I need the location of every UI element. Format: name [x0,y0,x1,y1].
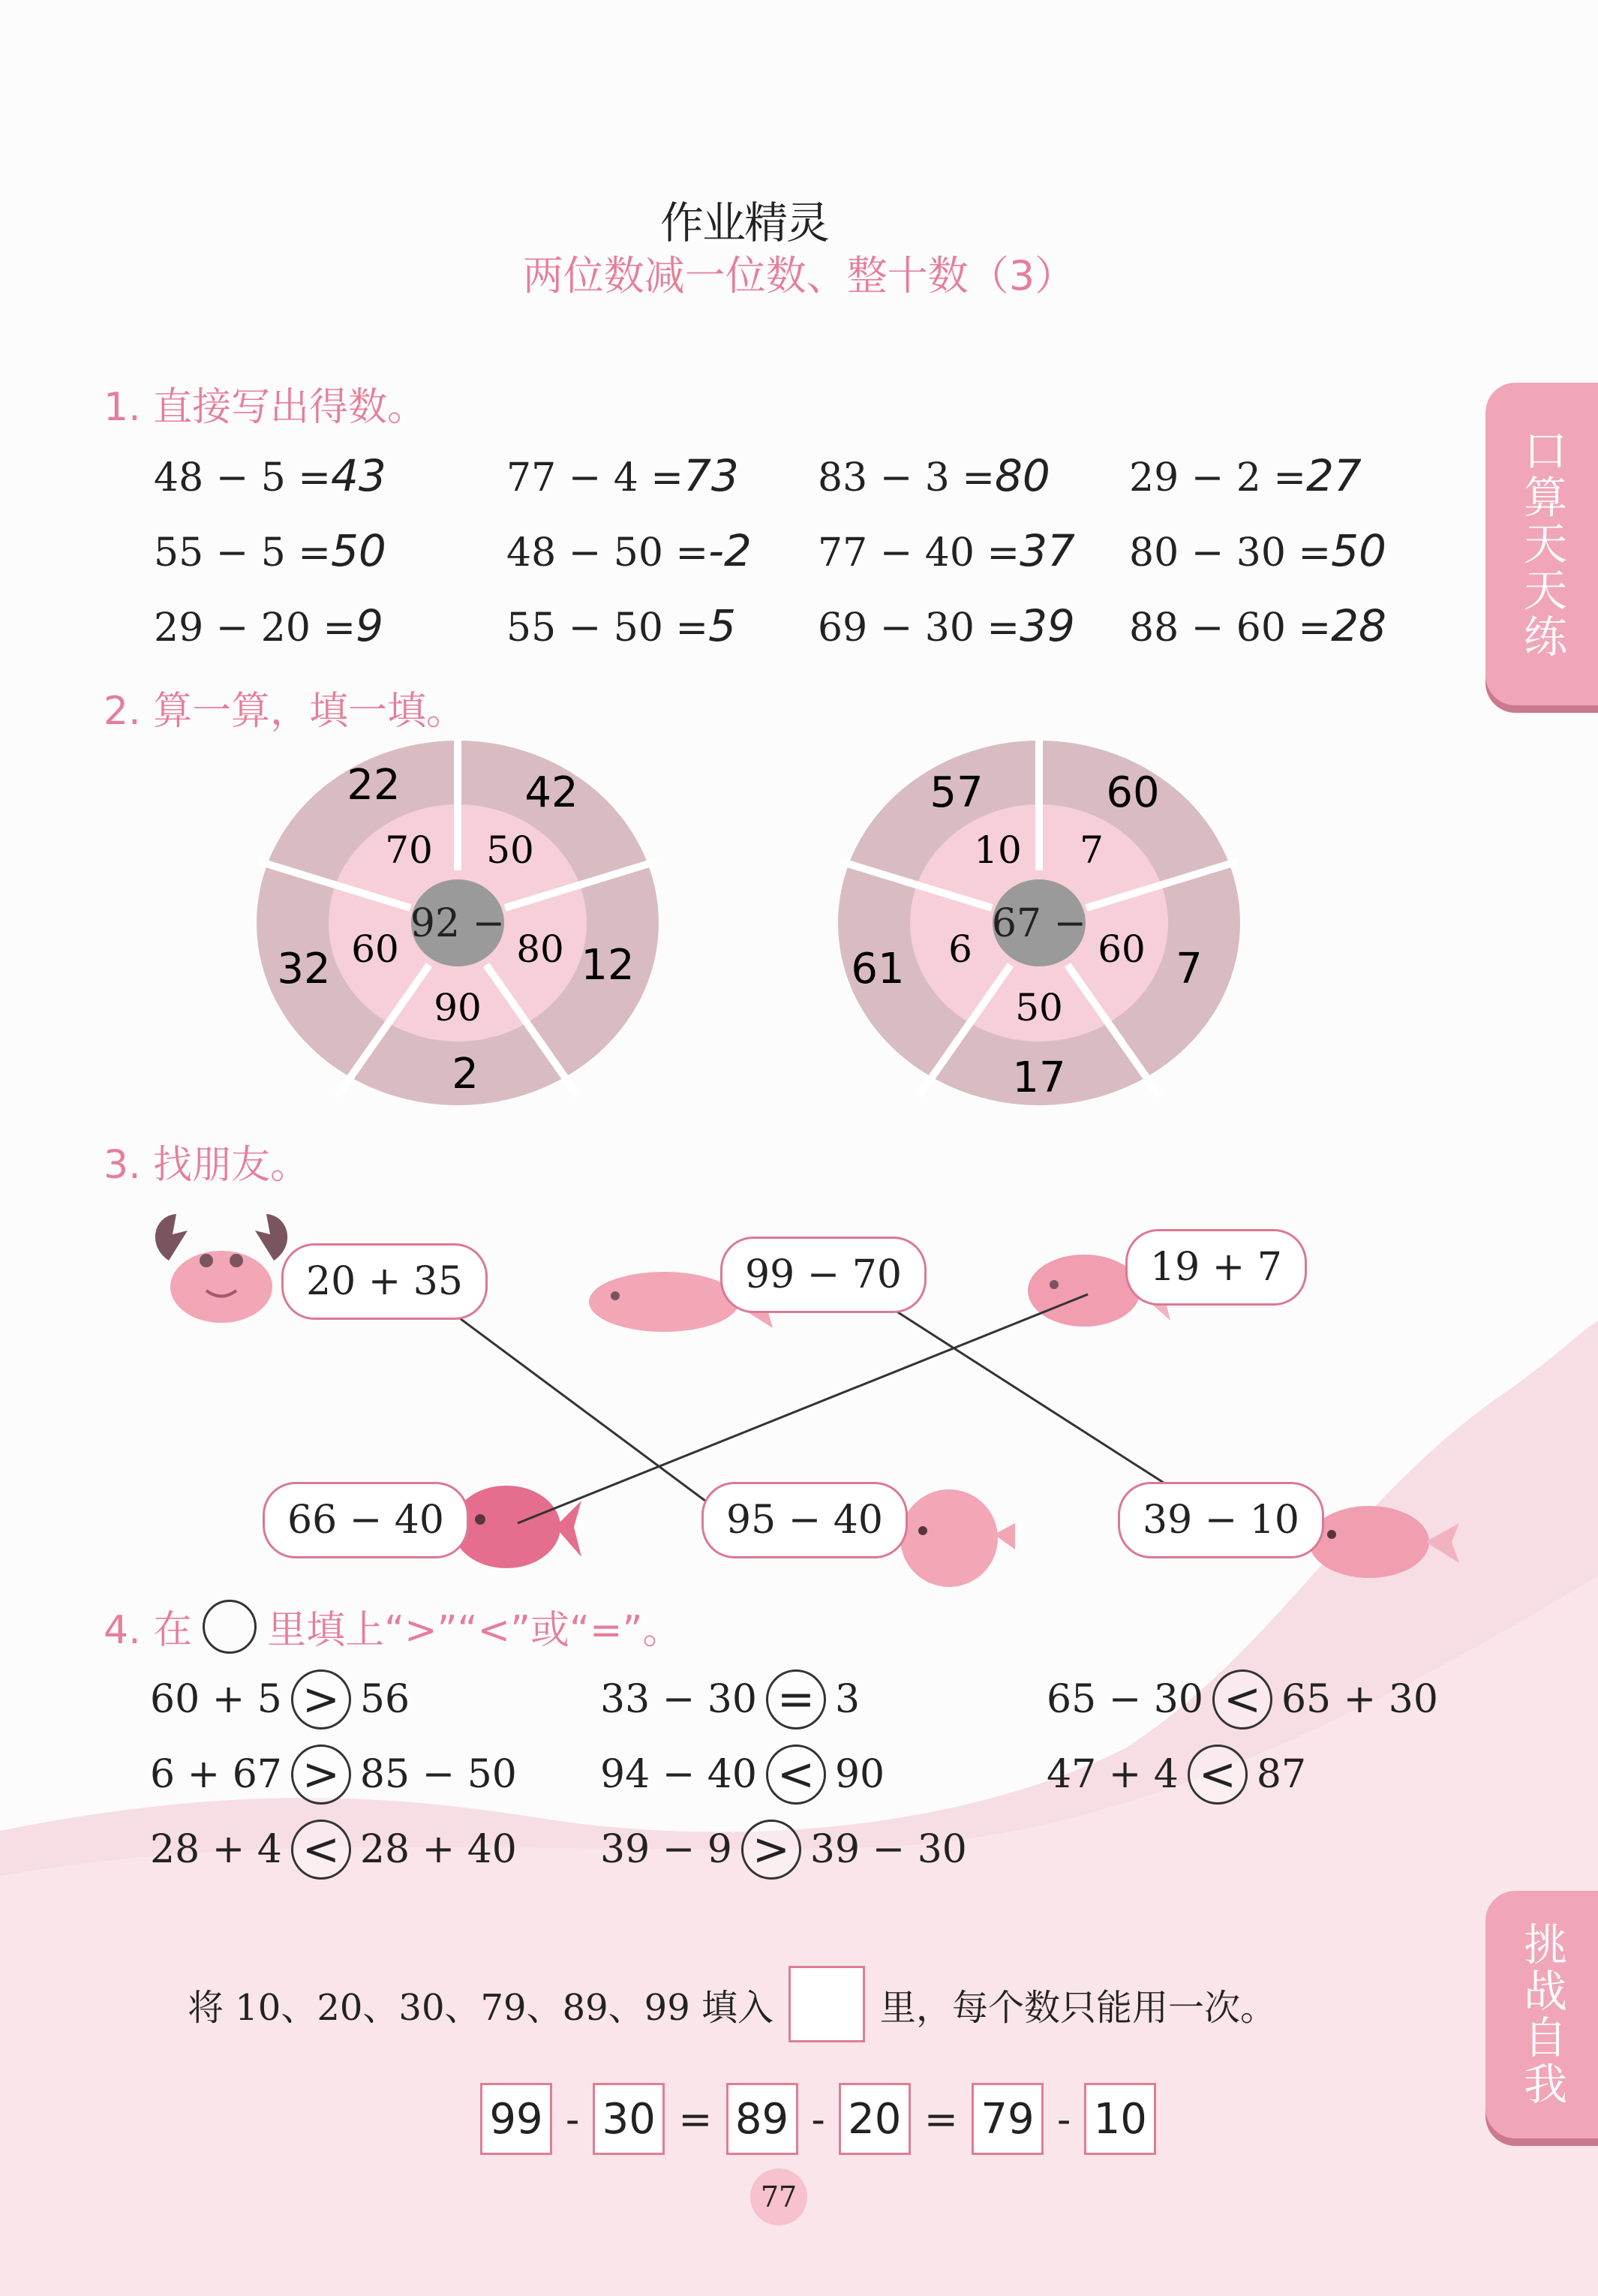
compare-circle[interactable]: > [291,1669,351,1730]
section4-title: 4. 在 里填上“>”“<”或“=”。 [104,1598,682,1654]
compare-item: 94 − 40 < 90 [600,1745,885,1805]
wheel-outer-answer: 17 [1012,1053,1066,1102]
challenge-instruction: 将 10、20、30、79、89、99 填入 里，每个数只能用一次。 [188,1966,1276,2042]
answer-box[interactable]: 20 [839,2083,911,2155]
equation: 55 − 5 =50 [154,525,386,576]
answer-box[interactable]: 89 [726,2083,798,2155]
wheel-inner-number: 50 [1015,986,1063,1029]
wheel-inner-number: 7 [1080,828,1104,872]
equation: 29 − 2 =27 [1129,450,1362,501]
answer-box[interactable]: 99 [480,2083,552,2155]
page-subtitle: 两位数减一位数、整十数（3） [522,252,1076,299]
operator: - [566,2095,580,2143]
operator: - [811,2095,825,2143]
operator: = [678,2095,713,2143]
equation: 83 − 3 =80 [818,450,1050,501]
answer-box[interactable]: 10 [1084,2083,1156,2155]
section1-title: 1. 直接写出得数。 [104,385,427,430]
wheel-outer-answer: 42 [524,768,578,817]
compare-item: 65 − 30 < 65 + 30 [1047,1669,1438,1730]
wheel-center: 67 − [991,901,1087,946]
answer: 50 [330,525,386,576]
answer: -2 [708,525,752,576]
page-number: 77 [750,2168,807,2225]
wheel-inner-number: 90 [434,986,482,1029]
compare-item: 33 − 30 = 3 [600,1669,860,1730]
answer: 39 [1020,600,1075,651]
compare-item: 28 + 4 < 28 + 40 [150,1820,517,1880]
match-expression-top[interactable]: 20 + 35 [281,1243,488,1320]
match-expression-top[interactable]: 19 + 7 [1125,1229,1307,1306]
compare-circle[interactable]: > [741,1820,801,1880]
wheel-inner-number: 80 [516,927,564,971]
tab-mental-math-label: 口算天天练 [1516,428,1567,660]
wheel-inner-number: 6 [948,927,972,971]
compare-circle[interactable]: < [1188,1745,1248,1805]
wheel-center: 92 − [410,901,506,946]
compare-circle[interactable]: < [766,1745,826,1805]
answer: 50 [1331,525,1386,576]
equation: 77 − 40 =37 [818,525,1075,576]
answer: 43 [330,450,386,501]
wheel-inner-number: 60 [351,927,399,971]
wheel-outer-answer: 61 [851,945,905,993]
answer: 27 [1305,450,1362,501]
compare-item: 47 + 4 < 87 [1047,1745,1306,1805]
equation: 29 − 20 =9 [154,600,383,651]
equation: 69 − 30 =39 [818,600,1075,651]
wheel-outer-answer: 22 [347,761,401,810]
compare-circle[interactable]: > [291,1745,351,1805]
answer-box[interactable]: 79 [972,2083,1044,2155]
match-expression-bottom[interactable]: 66 − 40 [263,1482,469,1558]
equation: 55 − 50 =5 [506,600,736,651]
wheel-outer-answer: 2 [452,1050,479,1098]
compare-circle[interactable]: < [291,1820,351,1880]
answer: 73 [683,450,739,501]
compare-item: 60 + 5 > 56 [150,1669,410,1730]
answer: 28 [1331,600,1386,651]
match-expression-top[interactable]: 99 − 70 [720,1237,927,1313]
answer: 9 [356,600,383,651]
answer: 80 [994,450,1050,501]
wheel-outer-answer: 12 [581,941,635,990]
wheel-outer-answer: 57 [930,768,984,817]
tab-challenge-label: 挑战自我 [1516,1922,1567,2108]
equation: 48 − 5 =43 [154,450,386,501]
match-expression-bottom[interactable]: 39 − 10 [1118,1482,1324,1558]
compare-item: 39 − 9 > 39 − 30 [600,1820,967,1880]
wheel-inner-number: 70 [385,828,433,872]
wheel-outer-answer: 7 [1176,945,1203,993]
wheel-inner-number: 10 [974,828,1022,872]
answer: 5 [708,600,736,651]
operator: = [924,2095,958,2143]
wheel-inner-number: 60 [1098,927,1146,971]
operator: - [1057,2095,1071,2143]
compare-item: 6 + 67 > 85 − 50 [150,1745,517,1805]
match-expression-bottom[interactable]: 95 − 40 [701,1482,908,1558]
blank-circle-icon [203,1600,257,1654]
wheel-outer-answer: 60 [1106,768,1160,817]
answer-box[interactable]: 30 [593,2083,665,2155]
equation: 80 − 30 =50 [1129,525,1386,576]
challenge-equation [480,2083,1156,2155]
handwritten-header: 作业精灵 [660,197,829,248]
equation: 48 − 50 =-2 [506,525,752,576]
section3-title: 3. 找朋友。 [104,1143,310,1188]
answer: 37 [1020,525,1075,576]
compare-circle[interactable]: = [766,1669,826,1730]
equation: 88 − 60 =28 [1129,600,1386,651]
section2-title: 2. 算一算，填一填。 [104,689,466,734]
wheel-inner-number: 50 [486,828,534,872]
wheel-outer-answer: 32 [277,945,331,993]
blank-square-icon [788,1966,865,2042]
equation: 77 − 4 =73 [506,450,739,501]
compare-circle[interactable]: < [1212,1669,1272,1730]
